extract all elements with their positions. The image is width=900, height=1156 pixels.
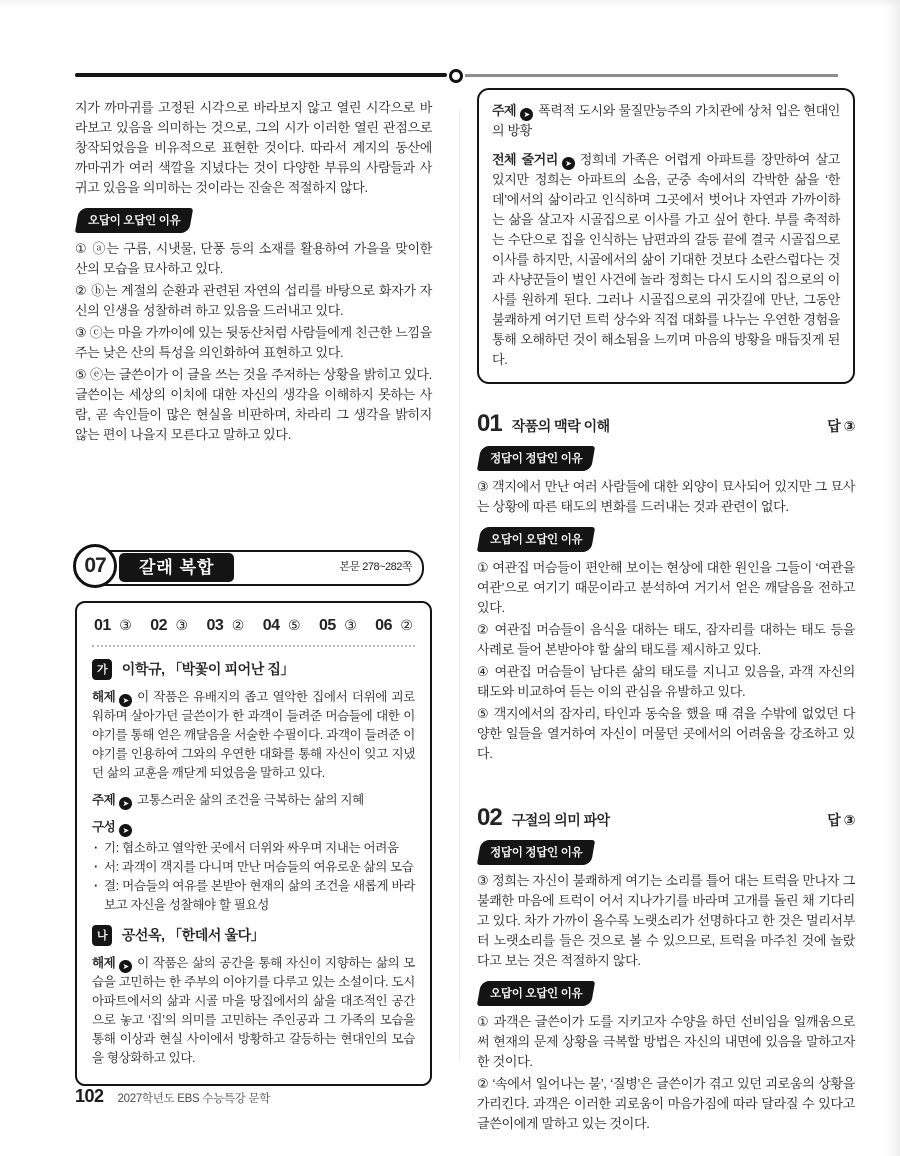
answer-box — [75, 601, 432, 1086]
wrong-answer-badge-row — [477, 973, 855, 1012]
question-title: 작품의 맥락 이해 — [511, 418, 610, 434]
section-number-badge: 07 — [73, 544, 117, 588]
wrong-answer-badge: 오답이 오답인 이유 — [477, 981, 596, 1006]
question-answer-label: 답 ③ — [827, 418, 855, 434]
section-page-ref: 본문 278~282쪽 — [339, 561, 412, 573]
wrong-answer-badge: 오답이 오답인 이유 — [75, 208, 194, 233]
go-arrow-icon — [119, 824, 132, 837]
answer-pair: 05 ③ — [318, 617, 357, 634]
summary-juje: 주제 ➤ 폭력적 도시와 물질만능주의 가치관에 상처 입은 현대인의 방황 — [492, 101, 840, 141]
wrong-answer-badge: 오답이 오답인 이유 — [477, 527, 596, 552]
work-b-title: 공선옥, 「한데서 울다」 — [121, 927, 265, 943]
ring-ornament-icon — [449, 69, 463, 83]
question-02-header — [477, 804, 855, 832]
question-01-block — [477, 410, 855, 764]
guseong-item: · 기: 협소하고 열악한 곳에서 더위와 싸우며 지내는 어려움 — [92, 839, 415, 858]
wrong-item: ① ⓐ는 구름, 시냇물, 단풍 등의 소재를 활용하여 가을을 맞이한 산의 모습을 묘사하고 있다. — [75, 241, 432, 276]
wrong-item: ⑤ 객지에서의 잠자리, 타인과 동숙을 했을 때 겪을 수밖에 없었던 다양한 일들을 열거하여 자신이 머물던 곳에서의 어려움을 강조하고 있다. — [477, 706, 855, 761]
work-summary-box — [477, 88, 855, 384]
right-column — [477, 88, 855, 1136]
work-a-badge: 가 — [92, 659, 112, 680]
answer-pair: 02 ③ — [150, 617, 189, 634]
wrong-item: ① 과객은 글쓴이가 도를 지키고자 수양을 하던 선비임을 일깨움으로써 현재의 문제 상황을 극복할 방법은 자신의 내면에 있음을 말하고자 한 것이다. — [477, 1014, 855, 1069]
left-column — [75, 98, 432, 1086]
wrong-item: ① 여관집 머슴들이 편안해 보이는 현상에 대한 원인을 그들이 ‘여관을 여관’으로 여기기 때문이라고 분석하여 거기서 얻은 깨달음을 전하고 있다. — [477, 560, 855, 615]
work-a-haeje: 해제 ➤ 이 작품은 유배지의 좁고 열악한 집에서 더위에 괴로워하며 살아가던 글쓴이가 한 과객이 들려준 머슴들에 대한 이야기를 통해 얻은 깨달음을 서술한 수필이다. 과객이 들려준 이야기를 인용하여 그와의 우연한 대화를 통해 자신이 잊고 지냈던 삶의 교훈을 깨닫게 되었음을 말하고 있다. — [92, 688, 415, 783]
question-number: 01 — [477, 410, 502, 437]
book-title: 2027학년도 EBS 수능특강 문학 — [117, 1093, 271, 1105]
section-07-header — [75, 545, 432, 591]
work-a-guseong-label: 구성➤ — [92, 818, 415, 837]
go-arrow-icon — [562, 157, 575, 170]
wrong-item: ③ ⓒ는 마을 가까이에 있는 뒷동산처럼 사람들에게 친근한 느낌을 주는 낮은 산의 특성을 의인화하여 표현하고 있다. — [75, 325, 432, 360]
dotted-divider — [92, 645, 415, 647]
header-rule-left — [75, 73, 447, 77]
correct-answer-badge: 정답이 정답인 이유 — [477, 840, 596, 865]
question-title: 구절의 의미 파악 — [511, 812, 610, 828]
header-rule — [75, 69, 838, 81]
correct-answer-badge-row — [477, 438, 855, 477]
answer-pair: 01 ③ — [94, 617, 132, 634]
work-a-title-row — [92, 659, 415, 680]
work-a-juje: 주제 ➤ 고통스러운 삶의 조건을 극복하는 삶의 지혜 — [92, 791, 415, 810]
column-divider — [459, 110, 460, 1060]
wrong-item: ④ 여관집 머슴들이 남다른 삶의 태도를 지니고 있음을, 과객 자신의 태도와 비교하여 듣는 이의 관심을 유발하고 있다. — [477, 664, 855, 699]
summary-plot: 전체 줄거리 ➤ 정희네 가족은 어렵게 아파트를 장만하여 살고 있지만 정희는 아파트의 소음, 군중 속에서의 각박한 삶을 ‘한데’에서의 삶이라고 인식하며 그곳에서 벗어나 자연과 가까이하는 삶을 살고자 시골집으로 이사를 가고 싶어 한다. 부를 축적하는 수단으로 집을 인식하는 남편과의 갈등 끝에 결국 시골집으로 이사를 하지만, 시골에서의 삶이 기대한 것보다 소란스럽다는 것과 사냥꾼들이 벌인 사건에 놀라 정희는 다시 도시의 집으로의 이사를 원하게 된다. 그러나 시골집으로의 귀갓길에 만난, 그동안 불쾌하게 여기던 트럭 상수와 직접 대화를 나누는 우연한 경험을 통해 오해하던 것이 해소됨을 느끼며 마음의 방황을 매듭짓게 된다. — [492, 150, 840, 370]
correct-explanation: ③ 객지에서 만난 여러 사람들에 대한 외양이 묘사되어 있지만 그 묘사는 상황에 따른 태도의 변화를 드러내는 것과 관련이 없다. — [477, 479, 855, 514]
question-01-header — [477, 410, 855, 438]
wrong-item: ② ‘속에서 일어나는 불’, ‘질병’은 글쓴이가 겪고 있던 괴로움의 상황을 가리킨다. 과객은 이러한 괴로움이 마음가짐에 따라 달라질 수 있다고 글쓴이에게 말하고 있는 것이다. — [477, 1076, 855, 1131]
question-number: 02 — [477, 804, 502, 831]
page-number: 102 — [75, 1086, 104, 1106]
work-a-guseong-list — [92, 839, 415, 915]
work-b-title-row — [92, 925, 415, 946]
work-a-title: 이학규, 「박꽃이 피어난 집」 — [121, 661, 295, 677]
answer-pair: 03 ② — [206, 617, 245, 634]
scan-edge-top — [0, 0, 900, 7]
correct-answer-badge: 정답이 정답인 이유 — [477, 446, 596, 471]
correct-explanation: ③ 정희는 자신이 불쾌하게 여기는 소리를 틀어 대는 트럭을 만나자 그 불쾌한 마음에 트럭이 어서 지나가기를 바라며 고개를 돌린 채 기다리고 있다. 차가 가까이 올수록 노랫소리가 선명하다고 한 것은 멀리서부터 노랫소리를 들은 것으로 볼 수 있으므로, 트럭을 마주친 것에 놀랐다고 보는 것은 적절하지 않다. — [477, 873, 855, 968]
wrong-item: ② 여관집 머슴들이 음식을 대하는 태도, 잠자리를 대하는 태도 등을 사례로 들어 본받아야 할 삶의 태도를 제시하고 있다. — [477, 622, 855, 657]
answer-pair: 06 ② — [375, 617, 413, 634]
guseong-item: · 결: 머슴들의 여유를 본받아 현재의 삶의 조건을 새롭게 바라보고 자신을 성찰해야 할 필요성 — [92, 877, 415, 915]
answer-pair: 04 ⑤ — [262, 617, 301, 634]
scan-edge-right — [886, 0, 900, 1156]
question-answer-label: 답 ③ — [827, 812, 855, 828]
question-02-block — [477, 804, 855, 1134]
wrong-answer-badge-row — [75, 200, 432, 239]
go-arrow-icon — [119, 694, 132, 707]
wrong-answer-badge-row — [477, 519, 855, 558]
answer-key-row — [92, 615, 415, 635]
go-arrow-icon — [520, 108, 533, 121]
correct-answer-badge-row — [477, 832, 855, 871]
wrong-item: ② ⓑ는 계절의 순환과 관련된 자연의 섭리를 바탕으로 화자가 자신의 인생을 성찰하려 하고 있음을 드러내고 있다. — [75, 283, 432, 318]
work-b-haeje: 해제 ➤ 이 작품은 삶의 공간을 통해 자신이 지향하는 삶의 모습을 고민하는 한 주부의 이야기를 다루고 있는 소설이다. 도시 아파트에서의 삶과 시골 마을 땅집에서의 삶을 대조적인 공간으로 놓고 ‘집’의 의미를 고민하는 주인공과 그 가족의 모습을 통해 이상과 현실 사이에서 방황하고 갈등하는 현대인의 모습을 형상화하고 있다. — [92, 954, 415, 1068]
header-rule-right — [465, 74, 838, 77]
page-footer — [75, 1086, 270, 1107]
wrong-item: ⑤ ⓔ는 글쓴이가 이 글을 쓰는 것을 주저하는 상황을 밝히고 있다. 글쓴이는 세상의 이치에 대한 자신의 생각을 이해하지 못하는 사람, 곧 속인들이 많은 현실을 비판하며, 차라리 그 생각을 밝히지 않는 편이 나을지 모른다고 말하고 있다. — [75, 367, 432, 442]
work-b-badge: 나 — [92, 925, 112, 946]
go-arrow-icon — [119, 960, 132, 973]
section-title: 갈래 복합 — [119, 553, 234, 582]
explanation-paragraph: 지가 까마귀를 고정된 시각으로 바라보지 않고 열린 시각으로 바라보고 있음을 의미하는 것으로, 그의 시가 이러한 열린 관점으로 창작되었음을 비유적으로 표현한 것이다. 따라서 계지의 동산에 까마귀가 여러 색깔을 지녔다는 것이 다양한 부류의 사람들과 사귀고 있음을 의미하는 것이라는 진술은 적절하지 않다. — [75, 100, 432, 195]
go-arrow-icon — [119, 797, 132, 810]
guseong-item: · 서: 과객이 객지를 다니며 만난 머슴들의 여유로운 삶의 모습 — [92, 858, 415, 877]
